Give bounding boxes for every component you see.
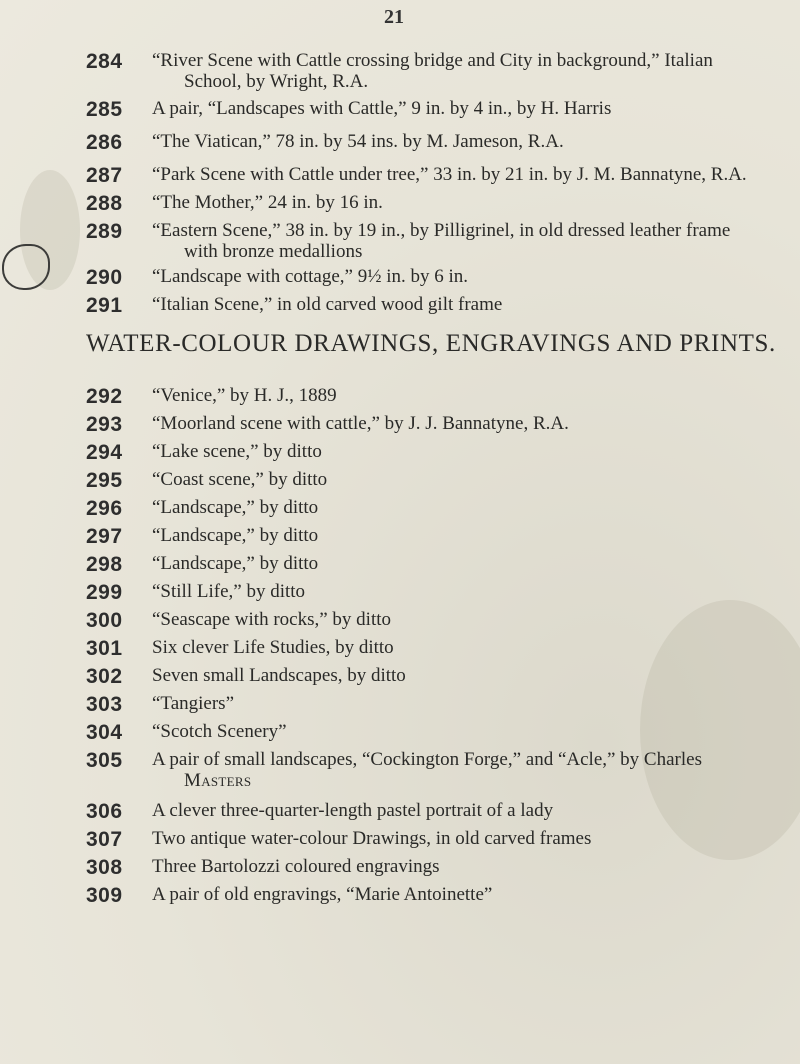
lot-number: 287 — [86, 164, 123, 187]
section-heading: WATER-COLOUR DRAWINGS, ENGRAVINGS AND PRINTS. — [86, 330, 776, 357]
handwritten-bracket-mark — [2, 244, 50, 290]
lot-description: “Moorland scene with cattle,” by J. J. Bannatyne, R.A. — [152, 413, 569, 434]
lot-number: 294 — [86, 441, 123, 464]
lot-number: 295 — [86, 469, 123, 492]
lot-description: “The Viatican,” 78 in. by 54 ins. by M. Jameson, R.A. — [152, 131, 564, 152]
lot-number: 300 — [86, 609, 123, 632]
lot-number: 293 — [86, 413, 123, 436]
lot-description: A clever three-quarter-length pastel portrait of a lady — [152, 800, 554, 821]
lot-description: A pair of old engravings, “Marie Antoinette” — [152, 884, 493, 905]
lot-number: 303 — [86, 693, 123, 716]
lot-description: A pair, “Landscapes with Cattle,” 9 in. by 4 in., by H. Harris — [152, 98, 612, 119]
lot-number: 285 — [86, 98, 123, 121]
lot-description: “The Mother,” 24 in. by 16 in. — [152, 192, 383, 213]
lot-number: 301 — [86, 637, 123, 660]
lot-number: 292 — [86, 385, 123, 408]
lot-number: 296 — [86, 497, 123, 520]
lot-description: “Tangiers” — [152, 693, 235, 714]
lot-description: A pair of small landscapes, “Cockington Forge,” and “Acle,” by Charles Masters — [152, 749, 702, 791]
lot-description: “River Scene with Cattle crossing bridge and City in background,” Italian School, by Wright, R.A. — [152, 50, 713, 92]
lot-number: 290 — [86, 266, 123, 289]
lot-number: 298 — [86, 553, 123, 576]
lot-description: “Park Scene with Cattle under tree,” 33 in. by 21 in. by J. M. Bannatyne, R.A. — [152, 164, 747, 185]
lot-number: 297 — [86, 525, 123, 548]
lot-description: “Lake scene,” by ditto — [152, 441, 322, 462]
lot-description: “Italian Scene,” in old carved wood gilt frame — [152, 294, 503, 315]
lot-number: 305 — [86, 749, 123, 772]
lot-description: “Landscape,” by ditto — [152, 525, 319, 546]
lot-number: 288 — [86, 192, 123, 215]
lot-number: 302 — [86, 665, 123, 688]
lot-description: “Scotch Scenery” — [152, 721, 287, 742]
lot-number: 308 — [86, 856, 123, 879]
lot-description: Three Bartolozzi coloured engravings — [152, 856, 440, 877]
lot-description: “Landscape,” by ditto — [152, 497, 319, 518]
lot-description: “Eastern Scene,” 38 in. by 19 in., by Pilligrinel, in old dressed leather frame with bronze medallions — [152, 220, 731, 262]
lot-number: 299 — [86, 581, 123, 604]
lot-number: 307 — [86, 828, 123, 851]
lot-number: 306 — [86, 800, 123, 823]
lot-number: 286 — [86, 131, 123, 154]
lot-description: “Coast scene,” by ditto — [152, 469, 328, 490]
lot-number: 309 — [86, 884, 123, 907]
lot-description: “Venice,” by H. J., 1889 — [152, 385, 337, 406]
lot-number: 304 — [86, 721, 123, 744]
lot-number: 291 — [86, 294, 123, 317]
lot-number: 289 — [86, 220, 123, 243]
lot-description: Two antique water-colour Drawings, in old carved frames — [152, 828, 592, 849]
lot-number: 284 — [86, 50, 123, 73]
lot-description: Seven small Landscapes, by ditto — [152, 665, 406, 686]
lot-description: “Still Life,” by ditto — [152, 581, 306, 602]
lot-description: “Landscape with cottage,” 9½ in. by 6 in. — [152, 266, 469, 287]
lot-description: Six clever Life Studies, by ditto — [152, 637, 394, 658]
page-number: 21 — [384, 6, 404, 28]
lot-description: “Seascape with rocks,” by ditto — [152, 609, 392, 630]
lot-description: “Landscape,” by ditto — [152, 553, 319, 574]
